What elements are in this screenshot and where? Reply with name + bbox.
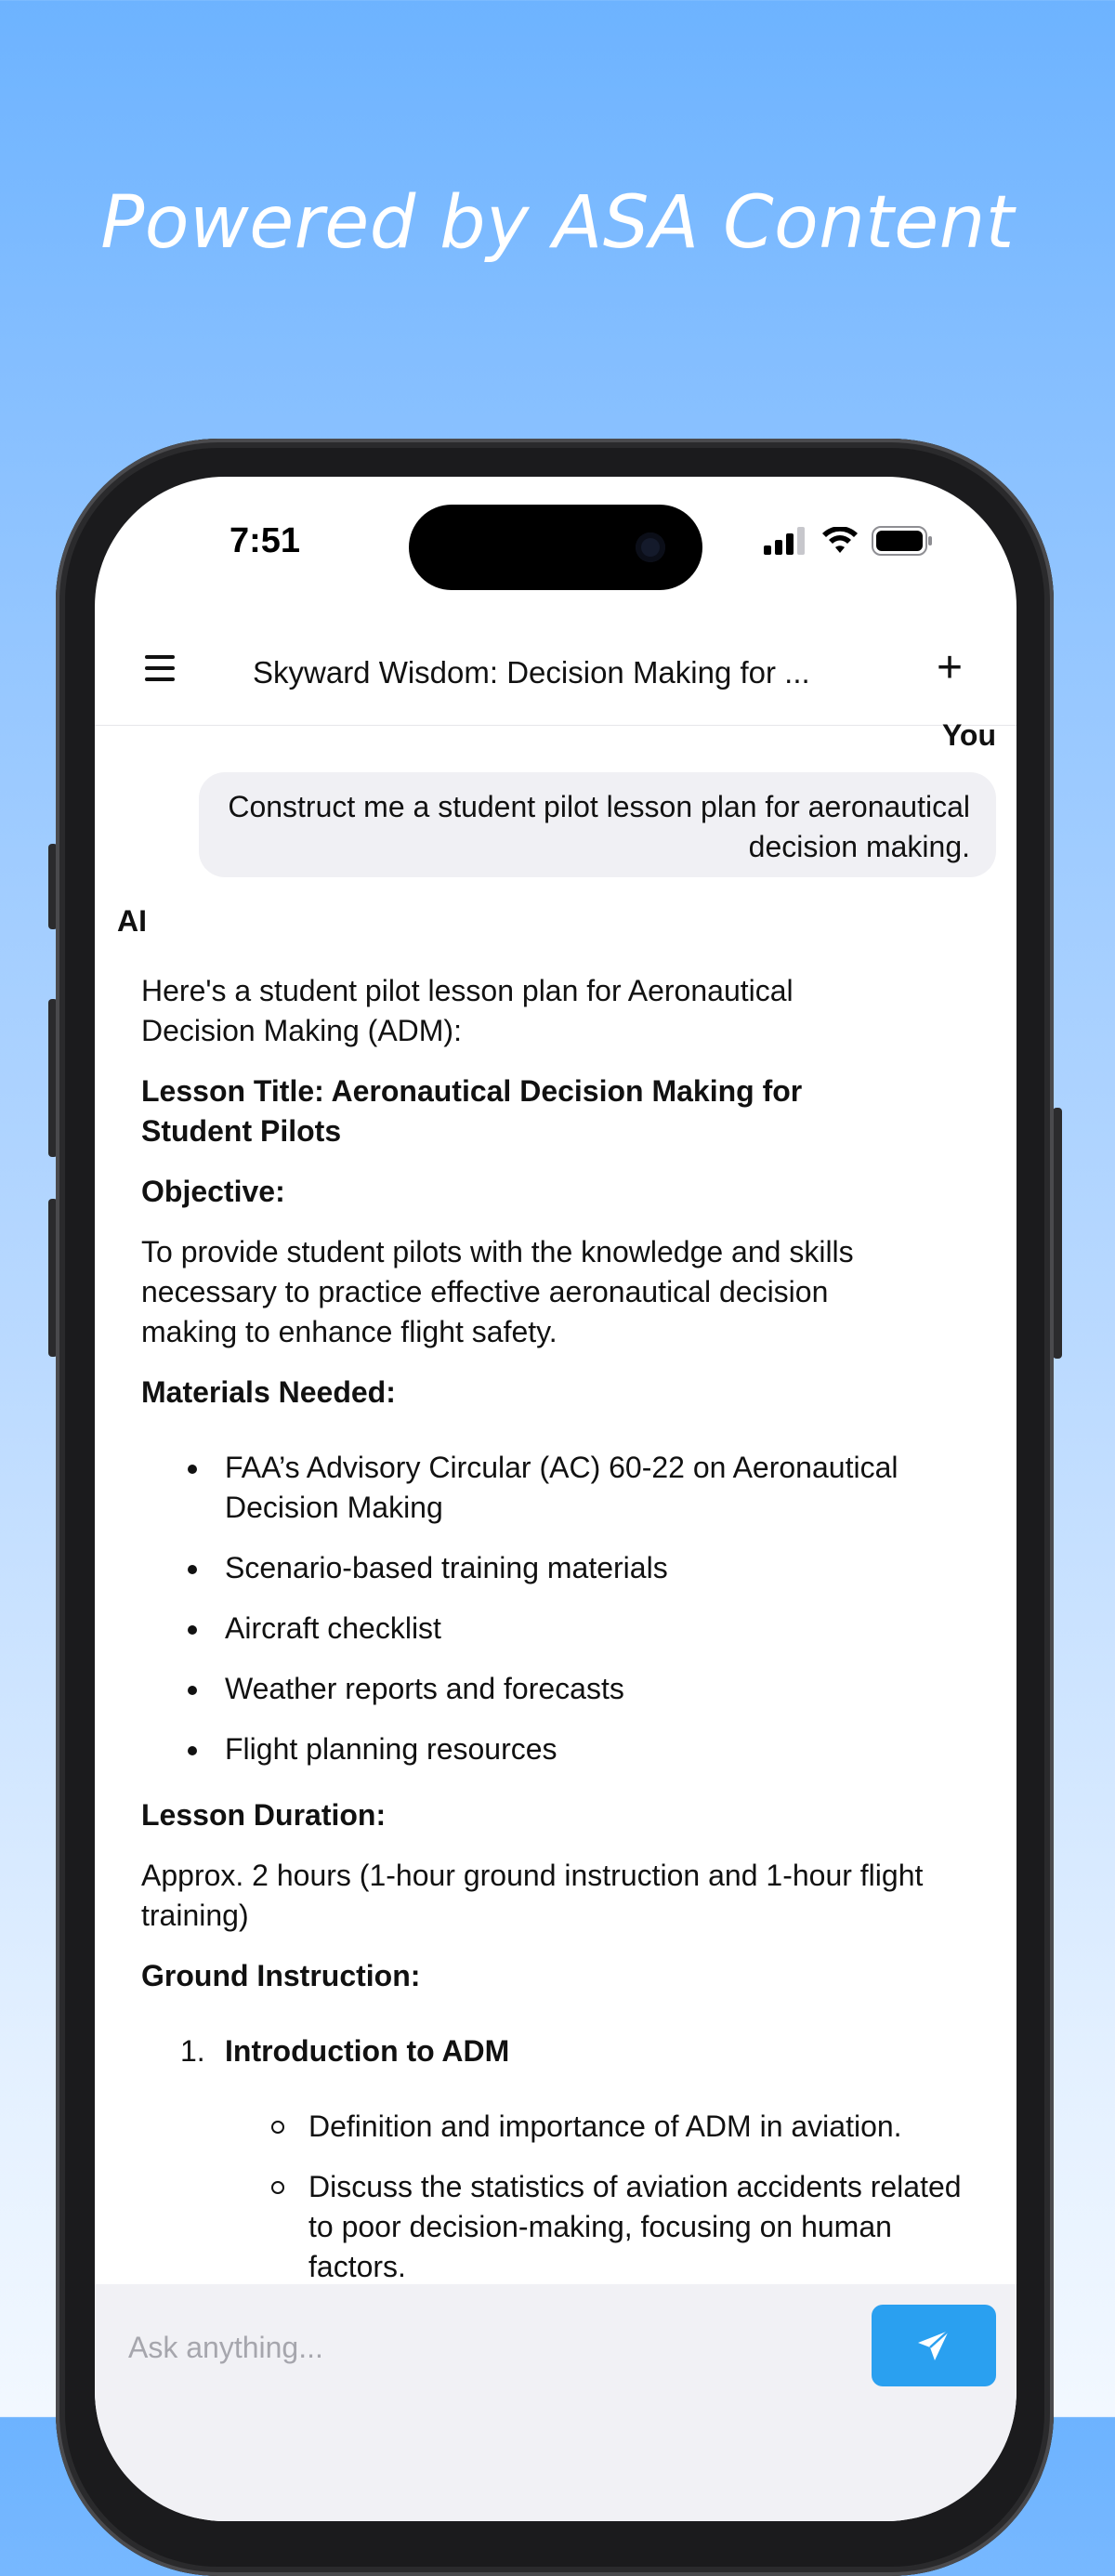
ai-intro: Here's a student pilot lesson plan for Aeronautical Decision Making (ADM): [141, 974, 794, 1047]
promo-headline: Powered by ASA Content [100, 181, 1015, 265]
camera-icon [636, 532, 665, 562]
battery-icon [872, 526, 933, 556]
ai-response [141, 971, 977, 2287]
list-item: Flight planning resources [141, 1729, 977, 1769]
list-item-title: Introduction to ADM [225, 2034, 510, 2068]
send-button[interactable] [872, 2305, 996, 2386]
list-number: 1. [180, 2034, 205, 2068]
ground-list [141, 2031, 977, 2287]
ordered-list-item [141, 2031, 977, 2071]
dynamic-island [409, 505, 702, 590]
conversation-title: Skyward Wisdom: Decision Making for ... [253, 655, 810, 690]
sub-list-item: Definition and importance of ADM in aviation. [141, 2107, 977, 2147]
sub-list-item: Discuss the statistics of aviation accidents related to poor decision-making, focusing on human factors. [141, 2167, 977, 2287]
navigation-bar [95, 618, 1017, 726]
user-label: You [941, 718, 996, 752]
duration-heading: Lesson Duration: [141, 1798, 387, 1832]
phone-power-button [1053, 1108, 1062, 1359]
status-time: 7:51 [230, 521, 301, 560]
wifi-icon [821, 527, 859, 555]
list-item: FAA’s Advisory Circular (AC) 60-22 on Aeronautical Decision Making [141, 1448, 950, 1528]
lesson-title: Lesson Title: Aeronautical Decision Making for Student Pilots [141, 1074, 803, 1148]
materials-heading: Materials Needed: [141, 1375, 396, 1409]
phone-screen [95, 477, 1017, 2521]
list-item: Scenario-based training materials [141, 1548, 977, 1588]
menu-icon[interactable] [145, 655, 175, 683]
user-message-bubble: Construct me a student pilot lesson plan for aeronautical decision making. [199, 772, 996, 877]
materials-list [141, 1448, 977, 1769]
status-icons [764, 525, 933, 557]
ai-label: AI [117, 904, 147, 938]
new-chat-button[interactable]: + [936, 643, 963, 692]
duration-text: Approx. 2 hours (1-hour ground instruction and 1-hour flight training) [141, 1859, 924, 1932]
ground-heading: Ground Instruction: [141, 1959, 421, 1992]
message-input[interactable]: Ask anything... [128, 2331, 323, 2364]
cellular-signal-icon [764, 527, 808, 555]
send-icon [915, 2327, 952, 2364]
message-input-bar [95, 2284, 1017, 2521]
list-item: Weather reports and forecasts [141, 1669, 977, 1709]
objective-heading: Objective: [141, 1175, 285, 1208]
objective-text: To provide student pilots with the knowledge and skills necessary to practice effective aeronautical decision making to enhance flight safety. [141, 1235, 854, 1348]
list-item: Aircraft checklist [141, 1609, 977, 1649]
